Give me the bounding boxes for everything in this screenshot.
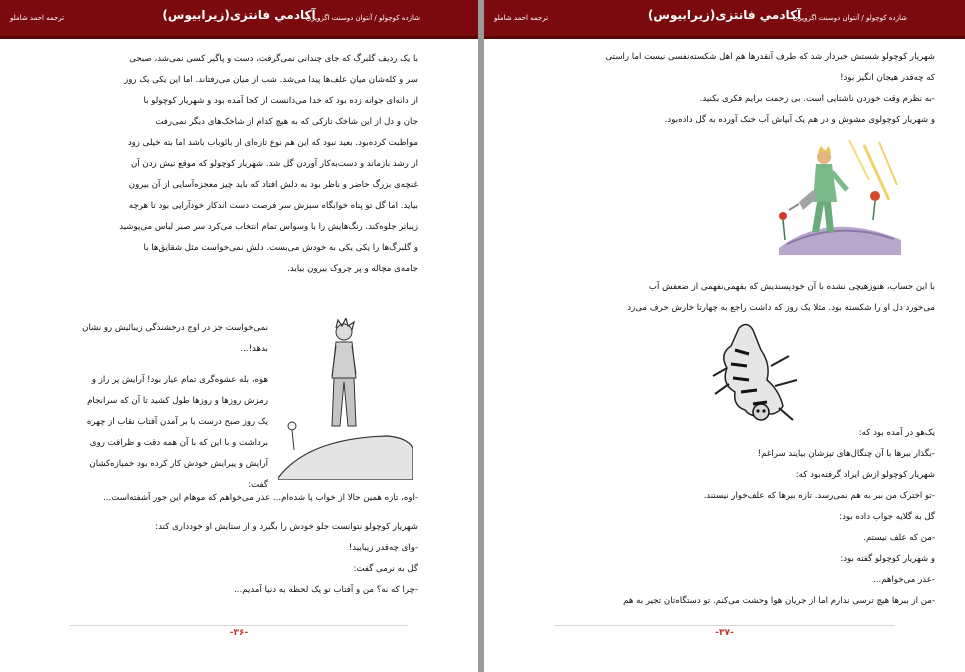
- text-line: رمزش روزها و روزها طول کشید تا آن که سرانجام: [87, 396, 268, 406]
- text-line: و شهریار کوچولوی مشوش و در هم یک آبپاش آب خنک آورده به گل داده‌بود.: [664, 115, 935, 125]
- text-line: و گلبرگ‌ها را یکی یکی به خودش می‌بست. دلش نمی‌خواست مثل شقایق‌ها با: [143, 243, 418, 253]
- footer-divider: [554, 625, 895, 626]
- text-line: -اوه، تازه همین حالا از خواب پا شده‌ام... عذر می‌خواهم که موهام این جور آشفته‌است...: [103, 493, 418, 503]
- paragraph-block-top: [606, 47, 935, 131]
- page-number: -۳۶-: [229, 628, 249, 638]
- prince-watering-flower-illustration: [769, 140, 909, 255]
- text-line: مواظبت کرده‌بود. بعید نبود که این هم نوع تازه‌ای از بائوباب باشد اما بته خیلی زود: [127, 138, 418, 148]
- text-line: از رشد بازماند و دست‌به‌کار آوردن گل شد. شهریار کوچولو که موقع نیش زدن آن: [130, 159, 418, 169]
- text-line: که چه‌قدر هیجان انگیز بود!: [840, 73, 935, 83]
- footer-divider: [70, 625, 408, 626]
- text-line: گل به گلایه جواب داده بود:: [839, 512, 935, 522]
- text-line: با یک ردیف گلبرگ که جای چندانی نمی‌گرفت، دست و پاگیر کسی نمی‌شد، صبحی: [129, 54, 418, 64]
- paragraph-block-bottom: [623, 423, 935, 612]
- text-line: یک‌هو در آمده بود که:: [858, 428, 935, 438]
- text-line: شهریار کوچولو ازش ایراد گرفته‌بود که:: [795, 470, 935, 480]
- text-line: جامه‌ی مچاله و پر چروک بیرون بیاید.: [287, 264, 418, 274]
- header-title: آکادمي فانتزی(زیرابیوس): [162, 8, 316, 22]
- paragraph-block-bottom: [103, 488, 418, 601]
- paragraph-block-middle: [627, 277, 935, 319]
- text-line: برداشت و با این که با آن همه دقت و ظرافت روی: [89, 438, 268, 448]
- text-line: زیباتر جلوه‌کند. رنگ‌هایش را با وسواس تمام انتخاب می‌کرد سر صبر لباس می‌پوشید: [119, 222, 418, 232]
- text-line: یک روز صبح درست با بر آمدن آفتاب نقاب از چهره: [86, 417, 268, 427]
- text-line: شهریار کوچولو شستش خبردار شد که طرف آنقدرها هم اهل شکسته‌نفسی نیست اما راستی: [605, 52, 935, 62]
- page-header: [484, 0, 965, 39]
- header-book-credit: شازده کوچولو / آنتوان دوسنت اگزوپری: [792, 14, 907, 22]
- page-36: [0, 0, 478, 672]
- text-line: غنچه‌ی بزرگ حاضر و ناظر بود به دلش افتاد که باید چیز معجزه‌آسایی از آن بیرون: [128, 180, 418, 190]
- text-line: -عذر می‌خواهم...: [873, 575, 935, 585]
- text-line: -من که علف نیستم.: [863, 533, 935, 543]
- page-header: [0, 0, 478, 39]
- tiger-illustration: [709, 320, 804, 428]
- paragraph-block-top: [119, 49, 418, 280]
- text-line: آرایش و پیرایش خودش کار کرده بود خمیازه‌کشان: [89, 459, 268, 469]
- page-number: -۳۷-: [715, 628, 734, 638]
- paragraph-block-side: [82, 318, 268, 496]
- text-line: [82, 360, 268, 370]
- text-line: بدهد!...: [240, 344, 268, 354]
- text-line: گل به نرمی گفت:: [353, 564, 418, 574]
- header-book-credit: شازده کوچولو / آنتوان دوسنت اگزوپری: [305, 14, 420, 22]
- text-line: -من از ببرها هیچ ترسی ندارم اما از جریان هوا وحشت می‌کنم. تو دستگاه‌تان تجیر به هم: [623, 596, 935, 606]
- text-line: شهریار کوچولو نتوانست جلو خودش را بگیرد و از ستایش او خودداری کند:: [155, 522, 418, 532]
- text-line: و شهریار کوچولو گفته بود:: [840, 554, 935, 564]
- header-translator: ترجمه احمد شاملو: [10, 14, 65, 22]
- text-line: -به نظرم وقت خوردن ناشتایی است. بی زحمت برایم فکری بکنید.: [699, 94, 935, 104]
- prince-standing-on-planet-illustration: [278, 318, 413, 480]
- text-line: -بگذار ببرها با آن چنگال‌های تیزشان بیایند سراغم!: [757, 449, 935, 459]
- header-title: آکادمي فانتزی(زیرابیوس): [647, 8, 802, 22]
- header-translator: ترجمه احمد شاملو: [494, 14, 549, 22]
- text-line: از دانه‌ای جوانه زده بود که خدا می‌دانست از کجا آمده بود و شهریار کوچولو با: [143, 96, 418, 106]
- text-line: -تو اخترک من ببر به هم نمی‌رسد. تازه ببرها که علف‌خوار نیستند.: [703, 491, 935, 501]
- text-line: هوه، بله عشوه‌گری تمام عیار بود! آرایش پر راز و: [91, 375, 268, 385]
- text-line: -چرا که نه؟ من و آفتاب تو یک لحظه به دنیا آمدیم...: [234, 585, 418, 595]
- text-line: می‌خورد دل او را شکسته بود. مثلا یک روز که داشت راجع به چهارتا خارش حرف می‌زد: [627, 303, 935, 313]
- text-line: سر و کله‌شان میان علف‌ها پیدا می‌شد. شب از میان می‌رفتاند. اما این یکی یک روز: [124, 75, 418, 85]
- text-line: گفت:: [248, 480, 268, 490]
- text-line: جان و دل از این شاخک تازکی که به هیچ کدام از شاخک‌های دیگر نمی‌رفت: [155, 117, 418, 127]
- page-37: [484, 0, 965, 672]
- text-line: -وای چه‌قدر زیبایید!: [348, 543, 418, 553]
- text-line: با این حساب، هنوزهیچی نشده با آن خودپسندیش که بفهمی‌نفهمی از ضعفش آب: [648, 282, 935, 292]
- text-line: نمی‌خواست جز در اوج درخشندگی زیبائیش رو نشان: [82, 323, 268, 333]
- text-line: بیاید. اما گل تو پناه خوابگاه سبزش سر فرصت دست اندکار خودآرایی بود تا هرچه: [128, 201, 418, 211]
